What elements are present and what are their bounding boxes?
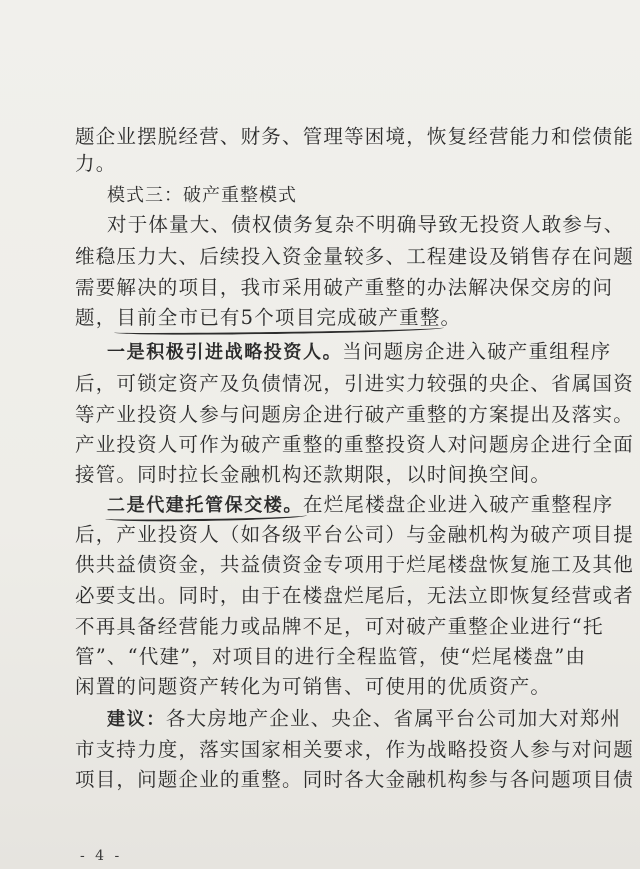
paragraph-line: 等产业投资人参与问题房企进行破产重整的方案提出及落实。: [75, 403, 634, 426]
handwritten-underline-text: 目前全市已有5个项目完成破产重整: [116, 306, 441, 329]
paragraph-line: 题企业摆脱经营、财务、管理等困境，恢复经营能力和偿债能: [75, 125, 634, 148]
line-rest: 在烂尾楼盘企业进入破产重整程序: [303, 493, 614, 516]
paragraph-line: 闲置的问题资产转化为可销售、可使用的优质资产。: [75, 675, 552, 698]
bold-lead-text: 一是积极引进战略投资人。: [107, 342, 343, 363]
paragraph-line: 接管。同时拉长金融机构还款期限，以时间换空间。: [75, 463, 552, 486]
paragraph-line: 需要解决的项目，我市采用破产重整的办法解决保交房的问: [75, 276, 614, 299]
paragraph-line: 后，产业投资人（如各级平台公司）与金融机构为破产项目提: [75, 523, 634, 546]
page-number: - 4 -: [80, 848, 123, 864]
paragraph-line: [107, 339, 611, 366]
paragraph-line: 供共益债资金，共益债资金专项用于烂尾楼盘恢复施工及其他: [75, 553, 634, 576]
paragraph-line: 产业投资人可作为破产重整的重整投资人对问题房企进行全面: [75, 433, 634, 456]
paragraph-line: 力。: [75, 152, 117, 175]
paragraph-line: 必要支出。同时，由于在楼盘烂尾后，无法立即恢复经营或者: [75, 584, 634, 607]
paragraph-line: 后，可锁定资产及负债情况，引进实力较强的央企、省属国资: [75, 372, 634, 395]
paragraph-line: [107, 706, 621, 733]
line-rest: 各大房地产企业、央企、省属平台公司加大对郑州: [165, 707, 622, 730]
section-heading: 模式三：破产重整模式: [107, 185, 297, 206]
paragraph-line: [75, 305, 461, 331]
paragraph-line: 维稳压力大、后续投入资金量较多、工程建设及销售存在问题: [75, 245, 634, 268]
paragraph-line: 管”、“代建”，对项目的进行全程监管，使“烂尾楼盘”由: [75, 645, 587, 668]
line-prefix: 题，: [75, 306, 117, 329]
paragraph-line: [107, 492, 614, 519]
paragraph-line: 项目，问题企业的重整。同时各大金融机构参与各问题项目债: [75, 768, 634, 791]
paragraph-line: 市支持力度，落实国家相关要求，作为战略投资人参与对问题: [75, 738, 634, 761]
bold-lead-text: 建议：: [107, 709, 166, 730]
paragraph-line: 不再具备经营能力或品牌不足，可对破产重整企业进行“托: [75, 615, 604, 638]
line-suffix: 。: [440, 306, 462, 329]
bold-lead-text: 二是代建托管保交楼。: [107, 495, 303, 516]
line-rest: 当问题房企进入破产重组程序: [342, 340, 612, 363]
paragraph-line: 对于体量大、债权债务复杂不明确导致无投资人敢参与、: [107, 213, 625, 236]
